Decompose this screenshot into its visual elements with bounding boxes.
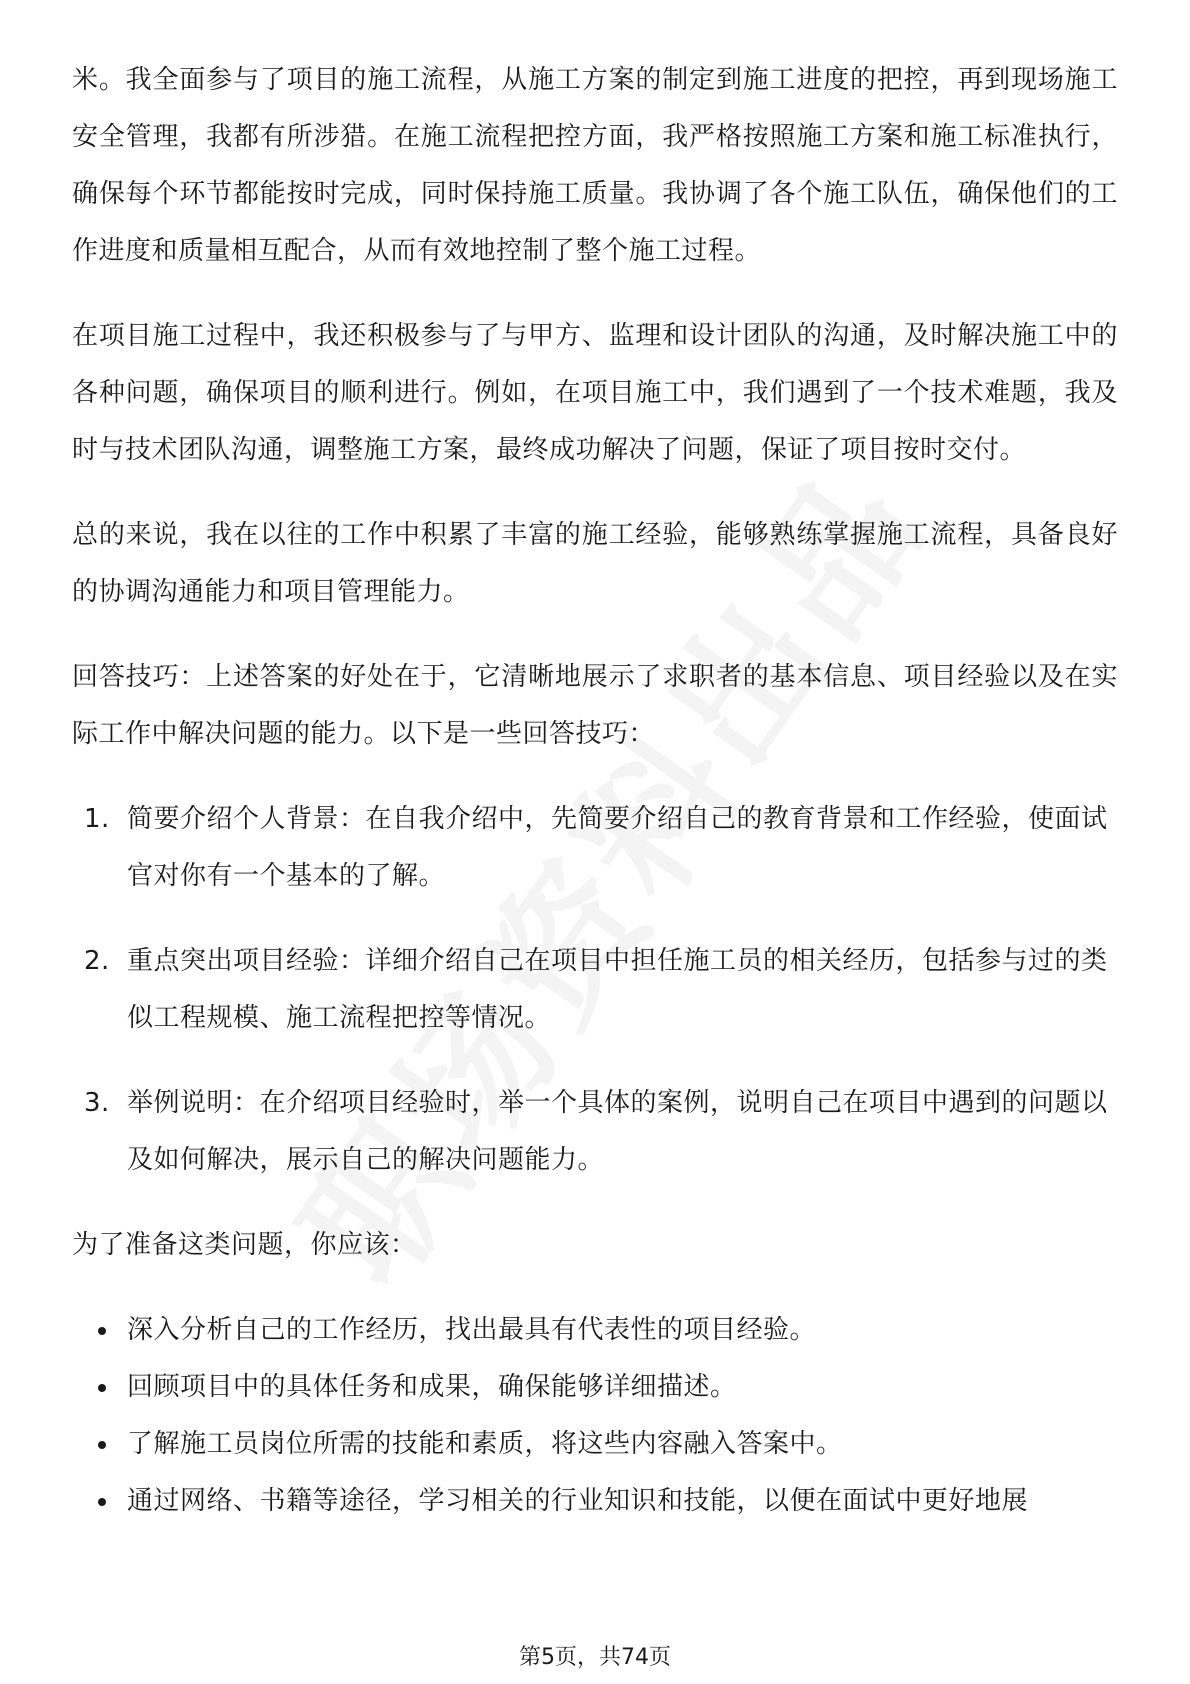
- list-item-text: 回顾项目中的具体任务和成果，确保能够详细描述。: [127, 1372, 737, 1402]
- list-item-text: 举例说明：在介绍项目经验时，举一个具体的案例，说明自己在项目中遇到的问题以及如何解决，展示自己的解决问题能力。: [127, 1088, 1108, 1175]
- list-item-text: 深入分析自己的工作经历，找出最具有代表性的项目经验。: [127, 1315, 817, 1345]
- list-number: 3.: [84, 1088, 110, 1118]
- list-number: 1.: [84, 804, 110, 834]
- bullet-icon: [98, 1384, 106, 1392]
- list-item: [72, 933, 1118, 1047]
- list-item-text: 通过网络、书籍等途径，学习相关的行业知识和技能，以便在面试中更好地展: [127, 1486, 1029, 1516]
- list-item-text: 了解施工员岗位所需的技能和素质，将这些内容融入答案中。: [127, 1429, 843, 1459]
- prep-bullet-list: [72, 1302, 1118, 1530]
- paragraph-communication: 在项目施工过程中，我还积极参与了与甲方、监理和设计团队的沟通，及时解决施工中的各种问题，确保项目的顺利进行。例如，在项目施工中，我们遇到了一个技术难题，我及时与技术团队沟通，调整施工方案，最终成功解决了问题，保证了项目按时交付。: [72, 321, 1118, 465]
- paragraph-summary: 总的来说，我在以往的工作中积累了丰富的施工经验，能够熟练掌握施工流程，具备良好的协调沟通能力和项目管理能力。: [72, 520, 1118, 607]
- bullet-icon: [98, 1441, 106, 1449]
- list-item-text: 简要介绍个人背景：在自我介绍中，先简要介绍自己的教育背景和工作经验，使面试官对你有一个基本的了解。: [127, 804, 1108, 891]
- list-item: [72, 1302, 1118, 1359]
- bullet-icon: [98, 1327, 106, 1335]
- list-item: [72, 1416, 1118, 1473]
- paragraph-prep-intro: 为了准备这类问题，你应该：: [72, 1230, 417, 1260]
- document-body: [72, 52, 1118, 1530]
- page-number-footer: 第5页，共74页: [519, 1645, 671, 1670]
- list-item: [72, 1075, 1118, 1189]
- paragraph-answer-tips-intro: 回答技巧：上述答案的好处在于，它清晰地展示了求职者的基本信息、项目经验以及在实际工作中解决问题的能力。以下是一些回答技巧：: [72, 662, 1118, 749]
- paragraph-construction-process: 米。我全面参与了项目的施工流程，从施工方案的制定到施工进度的把控，再到现场施工安全管理，我都有所涉猎。在施工流程把控方面，我严格按照施工方案和施工标准执行，确保每个环节都能按时完成，同时保持施工质量。我协调了各个施工队伍，确保他们的工作进度和质量相互配合，从而有效地控制了整个施工过程。: [72, 65, 1118, 266]
- bullet-icon: [98, 1498, 106, 1506]
- list-item: [72, 1359, 1118, 1416]
- list-item-text: 重点突出项目经验：详细介绍自己在项目中担任施工员的相关经历，包括参与过的类似工程规模、施工流程把控等情况。: [127, 946, 1108, 1033]
- list-item: [72, 1473, 1118, 1530]
- tips-ordered-list: [72, 791, 1118, 1189]
- list-number: 2.: [84, 946, 110, 976]
- list-item: [72, 791, 1118, 905]
